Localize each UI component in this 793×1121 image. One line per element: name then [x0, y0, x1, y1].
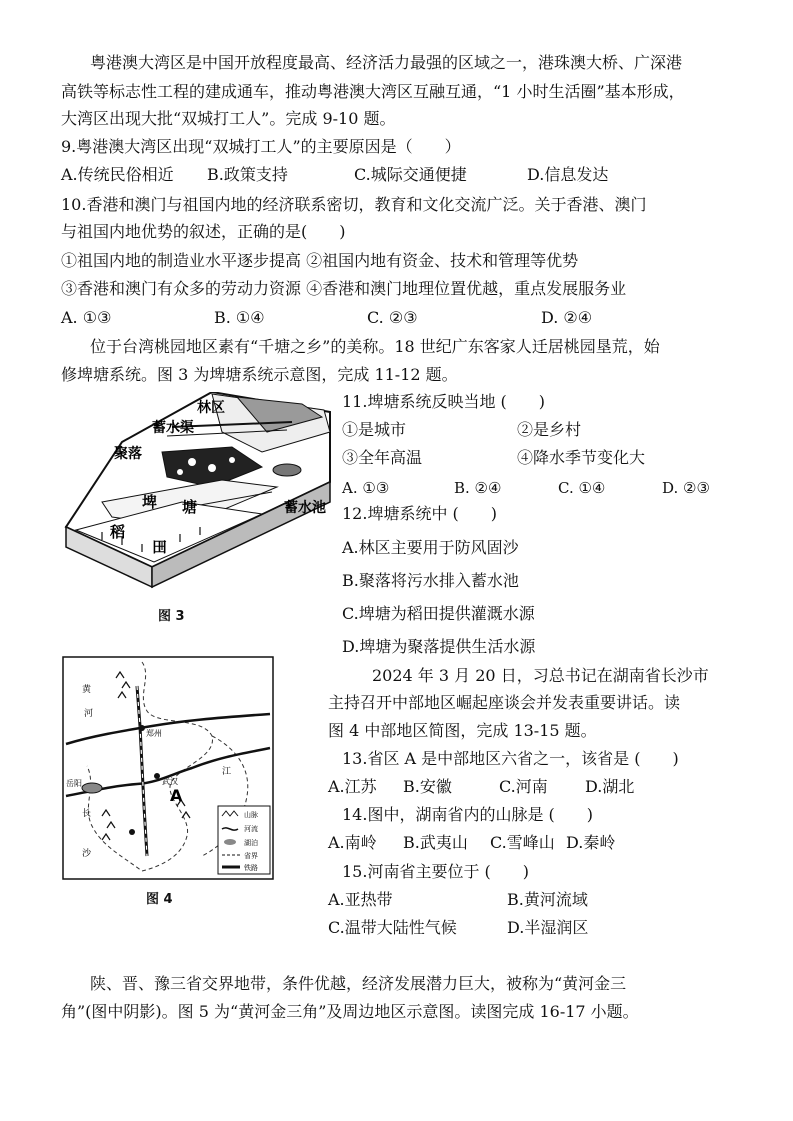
label-rice-field: 稻 — [110, 523, 126, 541]
q14-option-a: A.南岭 — [328, 833, 377, 852]
label-province-a: A — [170, 786, 183, 805]
intro-paragraph-line: 角”(图中阴影)。图 5 为“黄河金三角”及周边地区示意图。读图完成 16-17 小题。 — [61, 1002, 639, 1021]
label-rice-field: 田 — [152, 538, 168, 556]
intro-paragraph-line: 位于台湾桃园地区素有“千塘之乡”的美称。18 世纪广东客家人迁居桃园垦荒，始 — [90, 337, 660, 356]
q10-statement: ③香港和澳门有众多的劳动力资源 ④香港和澳门地理位置优越，重点发展服务业 — [61, 279, 627, 298]
label-pond: 埤 — [142, 493, 158, 511]
question-15-stem: 15.河南省主要位于 ( ) — [342, 862, 530, 881]
q9-option-a: A.传统民俗相近 — [61, 165, 174, 184]
q10-option-d: D. ②④ — [541, 308, 593, 327]
q12-option-a: A.林区主要用于防风固沙 — [342, 538, 519, 557]
question-10-stem: 10.香港和澳门与祖国内地的经济联系密切，教育和文化交流广泛。关于香港、澳门 — [61, 195, 647, 214]
label-jiang: 江 — [222, 767, 232, 777]
q9-option-c: C.城际交通便捷 — [354, 165, 467, 184]
q11-option-a: A. ①③ — [342, 479, 390, 497]
label-chang: 长 — [82, 809, 92, 819]
label-yueyang: 岳阳 — [66, 779, 82, 788]
legend-lake: 湖泊 — [244, 839, 258, 847]
legend-mountain: 山脉 — [244, 811, 258, 819]
q11-option-d: D. ②③ — [662, 479, 710, 497]
q12-option-c: C.埤塘为稻田提供灌溉水源 — [342, 604, 535, 623]
q11-statement: ②是乡村 — [517, 420, 582, 439]
label-reservoir: 蓄水池 — [284, 500, 326, 516]
figure-4-central-region-map — [62, 656, 274, 880]
q11-statement: ③全年高温 — [342, 448, 423, 467]
q13-option-d: D.湖北 — [585, 777, 635, 796]
label-zhengzhou: 郑州 — [146, 729, 162, 738]
question-11-stem: 11.埤塘系统反映当地 ( ) — [342, 392, 546, 411]
label-forest: 林区 — [197, 400, 225, 416]
intro-paragraph-line: 大湾区出现大批“双城打工人”。完成 9-10 题。 — [61, 109, 396, 128]
q13-option-a: A.江苏 — [328, 777, 377, 796]
q10-option-c: C. ②③ — [367, 308, 418, 327]
intro-paragraph-line: 高铁等标志性工程的建成通车，推动粤港澳大湾区互融互通，“1 小时生活圈”基本形成， — [61, 82, 685, 101]
label-pond: 塘 — [182, 498, 198, 516]
q15-option-d: D.半湿润区 — [507, 918, 589, 937]
label-huang: 黄 — [82, 685, 92, 695]
question-13-stem: 13.省区 A 是中部地区六省之一，该省是 ( ) — [342, 749, 679, 768]
legend-river: 河流 — [244, 825, 258, 833]
q10-option-a: A. ①③ — [61, 308, 112, 327]
figure-3-pond-system-diagram — [62, 392, 340, 592]
q9-option-b: B.政策支持 — [207, 165, 288, 184]
q15-option-c: C.温带大陆性气候 — [328, 918, 457, 937]
q11-statement: ④降水季节变化大 — [517, 448, 646, 467]
q13-option-c: C.河南 — [499, 777, 548, 796]
q9-option-d: D.信息发达 — [527, 165, 609, 184]
label-wuhan: 武汉 — [162, 777, 178, 786]
label-village: 聚落 — [114, 446, 142, 462]
question-9-stem: 9.粤港澳大湾区出现“双城打工人”的主要原因是（ ） — [61, 137, 461, 156]
question-14-stem: 14.图中，湖南省内的山脉是 ( ) — [342, 805, 594, 824]
q11-option-c: C. ①④ — [558, 479, 606, 497]
intro-paragraph-line: 陕、晋、豫三省交界地带，条件优越，经济发展潜力巨大，被称为“黄河金三 — [90, 974, 627, 993]
q14-option-b: B.武夷山 — [403, 833, 468, 852]
label-he: 河 — [84, 709, 94, 719]
q15-option-b: B.黄河流域 — [507, 890, 588, 909]
q15-option-a: A.亚热带 — [328, 890, 393, 909]
q14-option-d: D.秦岭 — [566, 833, 616, 852]
intro-paragraph-line: 粤港澳大湾区是中国开放程度最高、经济活力最强的区域之一，港珠澳大桥、广深港 — [90, 53, 683, 72]
q10-option-b: B. ①④ — [214, 308, 265, 327]
q11-statement: ①是城市 — [342, 420, 407, 439]
question-10-stem: 与祖国内地优势的叙述，正确的是( ) — [61, 222, 346, 241]
q12-option-d: D.埤塘为聚落提供生活水源 — [342, 637, 536, 656]
intro-paragraph-line: 主持召开中部地区崛起座谈会并发表重要讲话。读 — [328, 693, 681, 712]
legend-border: 省界 — [244, 852, 258, 860]
q11-option-b: B. ②④ — [454, 479, 502, 497]
intro-paragraph-line: 修埤塘系统。图 3 为埤塘系统示意图，完成 11-12 题。 — [61, 365, 458, 384]
q13-option-b: B.安徽 — [403, 777, 452, 796]
figure-3-caption: 图 3 — [158, 609, 185, 624]
intro-paragraph-line: 2024 年 3 月 20 日，习总书记在湖南省长沙市 — [372, 666, 709, 685]
label-sha: 沙 — [82, 849, 92, 859]
intro-paragraph-line: 图 4 中部地区简图，完成 13-15 题。 — [328, 721, 597, 740]
figure-4-caption: 图 4 — [146, 892, 173, 907]
q12-option-b: B.聚落将污水排入蓄水池 — [342, 571, 519, 590]
question-12-stem: 12.埤塘系统中 ( ) — [342, 504, 498, 523]
label-channel: 蓄水渠 — [152, 420, 194, 436]
legend-rail: 铁路 — [244, 864, 258, 872]
q14-option-c: C.雪峰山 — [490, 833, 555, 852]
q10-statement: ①祖国内地的制造业水平逐步提高 ②祖国内地有资金、技术和管理等优势 — [61, 251, 579, 270]
